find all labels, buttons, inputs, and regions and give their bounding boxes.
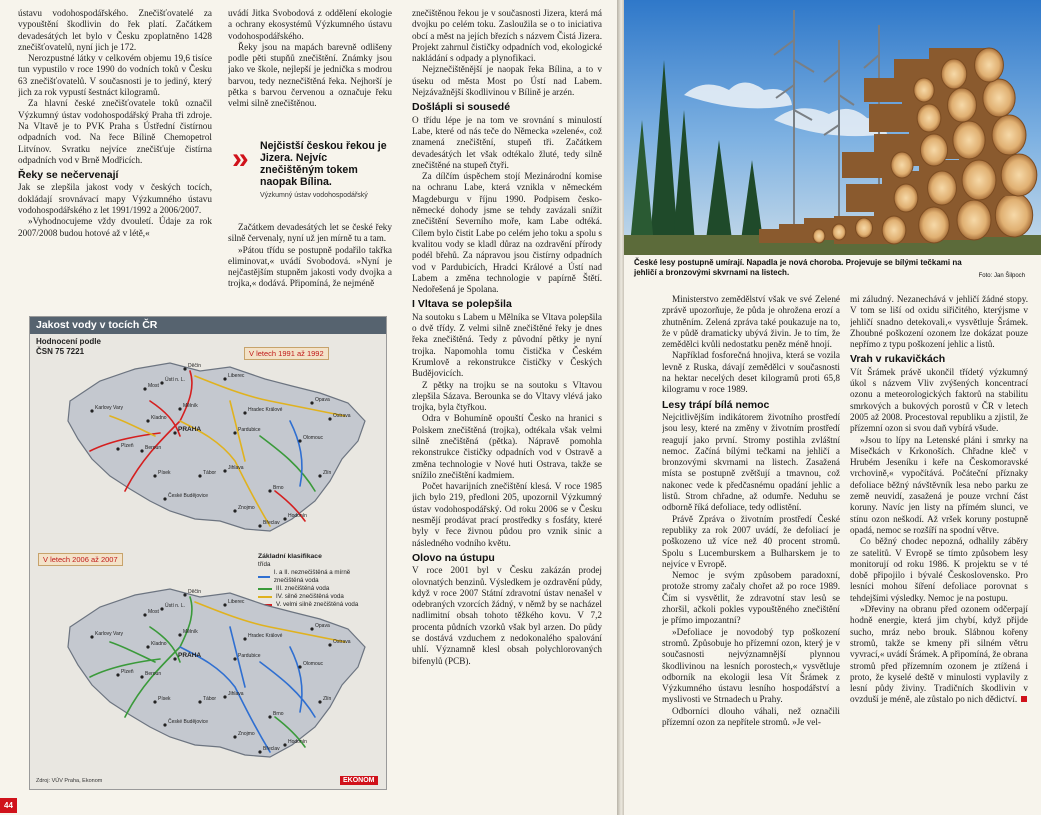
paragraph: O třídu lépe je na tom ve srovnání s minulostí Labe, které od nás teče do Německa »zelené«, což znamená znečištění, stupeň tři. Začátkem devadesátých let však odtékalo žluté, tedy silně znečištěné na stupeň čtyři. bbox=[412, 114, 602, 170]
pull-quote-source: Výzkumný ústav vodohospodářský bbox=[260, 192, 368, 199]
city-dot bbox=[233, 657, 236, 660]
city-dot bbox=[318, 474, 321, 477]
city-dot bbox=[268, 489, 271, 492]
city-dot bbox=[298, 665, 301, 668]
log-end bbox=[941, 59, 967, 89]
czech-map-2006 bbox=[30, 567, 386, 767]
city-label: Olomouc bbox=[303, 661, 324, 667]
city-label: České Budějovice bbox=[168, 493, 209, 499]
legend-label: I. a II. neznečištěná a mírně znečištěná voda bbox=[273, 569, 351, 584]
city-label: Ostrava bbox=[333, 413, 351, 419]
city-dot bbox=[198, 700, 201, 703]
section-heading: Vrah v rukavičkách bbox=[850, 353, 946, 366]
city-label: Ústí n. L. bbox=[165, 377, 186, 383]
paragraph-text: »Dřeviny na obranu před ozonem odčerpají hodně energie, která jim chybí, když přijde sucho, mráz nebo brouk. Slábnou kořeny stromů, takže se kmeny při silném větru vyvrací,« uvádí Šrámek. A připomíná, že obrana stromů před přízemním ozonem je ztížená i proto, že kyselé deště v minulosti vyplavily z lesní půdy živiny. Tradičních škodlivin v ovzduší je méně, ale zůstalo po nich dědictví. bbox=[850, 604, 1028, 705]
city-label: Mělník bbox=[183, 403, 198, 409]
paragraph: znečištěnou řekou je v současnosti Jizera, která má dvojku po celém toku. Zasloužila se o to iniciativa obcí a měst na jejích březích s názvem Čistá Jizera. Projekt zahrnul čističky odpadních vod, ekologické nakládání s odpady a plynofikaci. bbox=[412, 8, 602, 64]
city-label: Znojmo bbox=[238, 505, 255, 511]
city-label: Liberec bbox=[228, 599, 245, 605]
map-period-2: V letech 2006 až 2007 bbox=[38, 553, 123, 566]
log-end bbox=[914, 78, 934, 102]
left-column-2-top bbox=[228, 8, 392, 133]
city-dot bbox=[258, 750, 261, 753]
paragraph: Ministerstvo zemědělství však ve své Zelené zprávě upozorňuje, že půda je ohrožena erozí a zhutněním. Zelená zpráva také poukazuje na to, že v půdě dramaticky ubývá živin. Je to tím, že zemědělci kvůli nedostatku peněz méně hnojí. bbox=[662, 294, 840, 350]
section-heading: I Vltava se polepšila bbox=[412, 298, 512, 311]
log-end bbox=[995, 193, 1032, 237]
city-dot bbox=[146, 645, 149, 648]
city-label: Zlín bbox=[323, 470, 332, 476]
city-dot bbox=[116, 673, 119, 676]
paragraph bbox=[850, 604, 1028, 706]
paragraph: »Pátou třídu se postupně podařilo takřka eliminovat,« uvádí Svobodová. »Nyní je nejčastějším stupněm jakosti vody dvojka a trojka,« dodává. Připomíná, že nejméně bbox=[228, 244, 392, 289]
paragraph: uvádí Jitka Svobodová z oddělení ekologie a ochrany ekosystémů Výzkumného ústavu vodohospodářského. bbox=[228, 8, 392, 41]
log-end bbox=[975, 48, 1004, 82]
paragraph: ústavu vodohospodářského. Znečišťovatelé za vypouštění škodlivin do řek platí. Začátkem devadesátých let bylo v Česku zpoplatněno 1428 znečišťovatelů, nyní jich je 172. bbox=[18, 8, 212, 52]
city-label: Hodonín bbox=[288, 739, 307, 745]
city-dot bbox=[283, 743, 286, 746]
paragraph: Nerozpustné látky v celkovém objemu 19,6 tisíce tun vypustilo v roce 1990 do vodních toků v Česku 63 znečišťovatelů. V současnosti je to jediný, který jich za rok vypustí šestnáct kilogramů. bbox=[18, 53, 212, 98]
city-dot bbox=[90, 635, 93, 638]
city-label: Plzeň bbox=[121, 443, 134, 449]
map-title: Jakost vody v tocích ČR bbox=[30, 317, 386, 334]
paragraph: Nejznečištěnější je naopak řeka Bílina, a to v úseku od města Most po Ústí nad Labem. Nejzávažnější škodlivinou v Bílině je arzén. bbox=[412, 64, 602, 98]
map-outline bbox=[68, 589, 365, 757]
right-column-1 bbox=[662, 294, 840, 809]
city-label: Olomouc bbox=[303, 435, 324, 441]
log-end bbox=[962, 160, 996, 200]
city-dot bbox=[163, 723, 166, 726]
section-heading: Olovo na ústupu bbox=[412, 551, 495, 564]
city-dot bbox=[243, 411, 246, 414]
city-dot bbox=[183, 367, 186, 370]
end-mark-icon bbox=[1021, 696, 1027, 702]
city-dot bbox=[223, 603, 226, 606]
paragraph: Odborníci dlouho váhali, než označili přízemní ozon za nepřítele stromů. »Je vel- bbox=[662, 705, 840, 727]
log-end bbox=[882, 216, 906, 244]
left-column-2-bottom bbox=[228, 222, 392, 312]
pull-quote-text: Nejčistší českou řekou je Jizera. Nejvíc znečištěným tokem naopak Bílina. bbox=[260, 140, 387, 188]
paragraph: V roce 2001 byl v Česku zakázán prodej olovnatých benzinů. Výsledkem je ozdravění půdy, když v roce 2007 Státní zdravotní ústav nenašel v odebraných vzorcích žádný, v němž by se nacházel nadlimitní obsah tohoto těžkého kovu. V 7,2 procenta půdních vzorků však byl arzen. Do půdy se dostává vzduchem z nedokonalého spalování uhlí. Významně klesl obsah polychlorovaných bifenylů (PCB). bbox=[412, 565, 602, 666]
city-dot bbox=[116, 447, 119, 450]
city-label: České Budějovice bbox=[168, 719, 209, 725]
city-label: Beroun bbox=[145, 445, 162, 451]
water-quality-map-box bbox=[29, 316, 387, 790]
city-label: Tábor bbox=[203, 696, 217, 702]
city-label: Břeclav bbox=[263, 520, 280, 526]
log-end bbox=[957, 200, 991, 240]
gutter bbox=[617, 0, 624, 815]
paragraph: Co běžný chodec nepozná, odhalily záběry ze satelitů. V Evropě se tímto způsobem lesy monitorují od roku 1986. K projektu se v té době připojilo i bývalé Československo. Pro lesníci mohou šíření defoliace porovnat s tehdejšími výsledky. Nemoc je na postupu. bbox=[850, 536, 1028, 603]
city-label: PRAHA bbox=[178, 652, 202, 659]
log-end bbox=[983, 79, 1015, 117]
legend-label: V. velmi silně znečištěná voda bbox=[276, 601, 359, 608]
city-dot bbox=[283, 517, 286, 520]
city-label: Mělník bbox=[183, 629, 198, 635]
city-dot bbox=[178, 633, 181, 636]
city-dot bbox=[310, 627, 313, 630]
paragraph: Jak se zlepšila jakost vody v českých tocích, dokládají srovnávací mapy Výzkumného ústavu vodohospodářského z let 1991/1992 a 2006/2007. bbox=[18, 182, 212, 216]
paragraph: Právě Zpráva o životním prostředí České republiky za rok 2007 uvádí, že defoliací je poškozeno už více než 40 procent stromů. Spolu s Lucemburskem a Bulharskem je to nejvíce v Evropě. bbox=[662, 513, 840, 569]
city-label: Hradec Králové bbox=[248, 407, 283, 413]
city-label: Liberec bbox=[228, 373, 245, 379]
city-dot bbox=[153, 474, 156, 477]
city-dot bbox=[143, 613, 146, 616]
city-label: Zlín bbox=[323, 696, 332, 702]
right-column-2 bbox=[850, 294, 1028, 809]
city-label: Most bbox=[148, 383, 159, 389]
city-label: Tábor bbox=[203, 470, 217, 476]
paragraph: »Defoliace je novodobý typ poškození stromů. Způsobuje ho přízemní ozon, který je v současnosti nejvýznamnější plynnou škodlivinou na lesních porostech,« vysvětluje odborník na ekologii lesa Vít Šrámek z Výzkumného ústavu lesního hospodářství a myslivosti ve Strnadech u Prahy. bbox=[662, 626, 840, 705]
log-end bbox=[948, 88, 977, 122]
paragraph: »Jsou to lípy na Letenské pláni i smrky na Misečkách v Krkonoších. Chřadne kleč v Hrubém Jeseníku i keře na Českomoravské vrchovině,« vypočítává. Počáteční příznaky defoliace běžný návštěvník lesa nebo parku ze země neuvidí, zasažená je pouze vrchní část koruny. Navíc jen listy na přímém slunci, ve stínu ozon neškodí. Až vršek koruny postupně opadá, nemoc se rozšíří na spodní větve. bbox=[850, 434, 1028, 535]
paragraph: Za dílčím úspěchem stojí Mezinárodní komise na ochranu Labe, která vznikla v německém Magdeburgu v říjnu 1990. Podpisem česko-německé dohody jsme se tehdy zavázali snížit znečištění Severního moře, kam Labe odtéká. Cílem bylo čistit Labe po celém jeho toku a spolu s kvalitou vody se kladl důraz na ozdravění přírody podél břehů. Za nápravou jsou čistírny odpadních vod v Pardubicích, Hradci Králové a Ústí nad Labem a změna technologie v papírně Štětí. Nedořešená je Spolana. bbox=[412, 171, 602, 295]
city-dot bbox=[153, 700, 156, 703]
city-dot bbox=[223, 469, 226, 472]
log-end bbox=[919, 207, 950, 243]
city-dot bbox=[268, 715, 271, 718]
city-label: Plzeň bbox=[121, 669, 134, 675]
city-label: Opava bbox=[315, 397, 330, 403]
city-dot bbox=[178, 407, 181, 410]
city-dot bbox=[233, 509, 236, 512]
city-label: Břeclav bbox=[263, 746, 280, 752]
legend-label: III. znečištěná voda bbox=[276, 585, 330, 592]
city-label: Ostrava bbox=[333, 639, 351, 645]
photo-caption bbox=[624, 255, 1041, 285]
city-label: Pardubice bbox=[238, 427, 261, 433]
city-label: Hodonín bbox=[288, 513, 307, 519]
page-number: 44 bbox=[0, 798, 17, 813]
ekonom-logo: EKONOM bbox=[340, 776, 378, 785]
city-dot bbox=[233, 431, 236, 434]
city-dot bbox=[223, 377, 226, 380]
city-label: Karlovy Vary bbox=[95, 631, 123, 637]
map-source: Zdroj: VÚV Praha, Ekonom bbox=[36, 778, 103, 784]
city-label: Brno bbox=[273, 711, 284, 717]
city-dot bbox=[160, 381, 163, 384]
log-end bbox=[1001, 154, 1037, 196]
right-page bbox=[624, 0, 1041, 815]
log-end bbox=[920, 134, 947, 166]
city-dot bbox=[310, 401, 313, 404]
log-end bbox=[891, 152, 913, 178]
city-dot bbox=[198, 474, 201, 477]
paragraph: Řeky jsou na mapách barevně odlišeny podle pěti stupňů znečištění. Známky jsou jako ve škole, nejlepší je jednička s modrou barvou, tedy neznečištěná řeka. Nejhorší je pětka s barvou červenou a označuje řeku velmi silně znečištěnou. bbox=[228, 41, 392, 109]
city-label: Pardubice bbox=[238, 653, 261, 659]
log-end bbox=[917, 104, 941, 132]
city-label: Ústí n. L. bbox=[165, 603, 186, 609]
city-label: Písek bbox=[158, 696, 171, 702]
city-dot bbox=[90, 409, 93, 412]
city-label: Opava bbox=[315, 623, 330, 629]
city-label: Brno bbox=[273, 485, 284, 491]
paragraph: Nemoc je svým způsobem paradoxní, protože stromy začaly chořet až po roce 1989. Čím si vysvětlit, že zdravotní stav lesů se zhoršil, ačkoli pokles vypouštěného znečištění je přímo impozantní? bbox=[662, 570, 840, 626]
city-label: Kladno bbox=[151, 641, 167, 647]
city-dot bbox=[258, 524, 261, 527]
section-heading: Řeky se nečervenají bbox=[18, 169, 119, 182]
caption-text: České lesy postupně umírají. Napadla je nová choroba. Projevuje se bílými tečkami na jehličí a bronzovými skvrnami na listech. bbox=[634, 258, 962, 277]
log-end bbox=[832, 224, 846, 240]
map-subtitle-line: ČSN 75 7221 bbox=[36, 346, 85, 356]
city-dot bbox=[173, 431, 176, 434]
city-label: Znojmo bbox=[238, 731, 255, 737]
paragraph: Začátkem devadesátých let se české řeky silně červenaly, nyní už jen mírně tu a tam. bbox=[228, 222, 392, 244]
legend-subtitle: třída bbox=[258, 561, 271, 568]
map-outline bbox=[68, 363, 365, 531]
photo-credit: Foto: Jan Šilpoch bbox=[978, 273, 1025, 279]
forest-logs-photo bbox=[624, 0, 1041, 255]
section-heading: Došlápli si sousedé bbox=[412, 101, 511, 114]
city-dot bbox=[146, 419, 149, 422]
city-label: Hradec Králové bbox=[248, 633, 283, 639]
log-end bbox=[894, 184, 918, 212]
log-end bbox=[856, 218, 873, 238]
map-subtitle-line: Hodnocení podle bbox=[36, 337, 101, 346]
log-end bbox=[928, 171, 957, 205]
paragraph: »Vyhodnocujeme vždy dvouletí. Údaje za rok 2007/2008 budou hotové až v létě,« bbox=[18, 216, 212, 238]
city-label: Děčín bbox=[188, 589, 202, 595]
left-column-1 bbox=[18, 8, 212, 313]
city-dot bbox=[243, 637, 246, 640]
city-label: Beroun bbox=[145, 671, 162, 677]
paragraph: Například fosforečná hnojiva, která se vozila levně z Ruska, dávají zemědělci v současnosti na hektar necelých deset kilogramů proti 65,8 kilogramu v roce 1989. bbox=[662, 350, 840, 395]
legend-title: Základní klasifikace bbox=[258, 553, 322, 560]
city-dot bbox=[318, 700, 321, 703]
city-dot bbox=[298, 439, 301, 442]
paragraph: Za hlavní české znečišťovatele toků označil Výzkumný ústav vodohospodářský Praha tři zdroje. Na Vltavě je to PVK Praha s Ústřední čistírnou odpadních vod. Na řece Bílině Chemopetrol Litvínov. Svratku nejvíce znečišťuje čistírna odpadních vod v Brně Modřicích. bbox=[18, 98, 212, 165]
map-period-1: V letech 1991 až 1992 bbox=[244, 347, 329, 360]
quote-chevron-icon: » bbox=[232, 142, 249, 175]
paragraph: Nejcitlivějším indikátorem životního prostředí jsou lesy, které na změny v životním prostředí reagují jako první. Stromy postihla zvláštní nemoc. Začíná bílými tečkami na jehličí a bronzovými skvrnami na listech. Zasažená místa se postupně zvětšují a tmavnou, což nakonec vede k předčasnému opadání jehlic a listů. Strom chřadne, až odumře. Neduhu se odborně říká defoliace, tedy odlistění. bbox=[662, 411, 840, 513]
log-end bbox=[992, 115, 1026, 155]
city-label: Jihlava bbox=[228, 465, 244, 471]
city-dot bbox=[143, 387, 146, 390]
city-label: Kladno bbox=[151, 415, 167, 421]
city-label: Most bbox=[148, 609, 159, 615]
paragraph: Na soutoku s Labem u Mělníka se Vltava polepšila o dvě třídy. Z velmi silně znečištěné řeky je dnes řeka znečištěná. Tedy z původní pětky je nyní trojka. Napomohla tomu čistička v Českém Krumlově a rekonstrukce čističky v Českých Budějovicích. bbox=[412, 311, 602, 379]
city-dot bbox=[140, 449, 143, 452]
czech-map-1991 bbox=[30, 341, 386, 541]
city-label: Karlovy Vary bbox=[95, 405, 123, 411]
city-label: Písek bbox=[158, 470, 171, 476]
log-body bbox=[759, 229, 819, 243]
city-dot bbox=[163, 497, 166, 500]
section-heading: Lesy trápí bílá nemoc bbox=[662, 398, 770, 411]
city-label: Jihlava bbox=[228, 691, 244, 697]
legend-label: IV. silně znečištěná voda bbox=[276, 593, 344, 600]
city-dot bbox=[173, 657, 176, 660]
paragraph: Vít Šrámek právě ukončil třídetý výzkumný úkol s názvem Vliv zvýšených koncentrací ozonu a meteorologických faktorů na stabilitu smrkových a bukových porostů v ČR v letech 2005 až 2008. Procestoval republiku a zjistil, že přízemní ozon si svou daň vybírá všude. bbox=[850, 366, 1028, 434]
paragraph: Odra v Bohumíně opouští Česko na hranici s Polskem znečištěná (trojka), odtékala však velmi silně znečištěná (pětka). Nápravě pomohla rekonstrukce čističky odpadních vod v Ostravě a změna technologie v Nové huti Ostrava, takže se snížilo znečištění kadmiem. bbox=[412, 413, 602, 480]
city-dot bbox=[140, 675, 143, 678]
left-column-3 bbox=[412, 8, 602, 808]
city-dot bbox=[233, 735, 236, 738]
city-dot bbox=[223, 695, 226, 698]
city-dot bbox=[183, 593, 186, 596]
city-label: PRAHA bbox=[178, 426, 202, 433]
paragraph: mi záludný. Nezanechává v jehličí žádné stopy. V tom se liší od oxidu siřičitého, kterýjsme v jehličí snadno detekovali,« vysvětluje Šrámek. Zhoubné poškození ozonem lze dokázat pouze nepřímo z typu poškození jehlic a listů. bbox=[850, 294, 1028, 350]
city-label: Děčín bbox=[188, 363, 202, 369]
log-end bbox=[953, 121, 985, 159]
city-dot bbox=[328, 643, 331, 646]
log-end bbox=[813, 229, 825, 243]
city-dot bbox=[160, 607, 163, 610]
city-dot bbox=[328, 417, 331, 420]
paragraph: Počet havarijních znečištění klesá. V roce 1985 jich bylo 219, předloni 205, upozornil Výzkumný ústav vodohospodářský. Od roku 2006 se v Česku nesmějí prodávat prací prostředky s fosfáty, které byly v řece živnou půdou pro vznik sinic a následného vodního květu. bbox=[412, 481, 602, 548]
paragraph: Z pětky na trojku se na soutoku s Vltavou zlepšila Sázava. Berounka se do Vltavy vlévá jako trojka, byla čtyřkou. bbox=[412, 379, 602, 413]
photo-illustration bbox=[624, 0, 1041, 255]
pull-quote bbox=[232, 140, 392, 210]
